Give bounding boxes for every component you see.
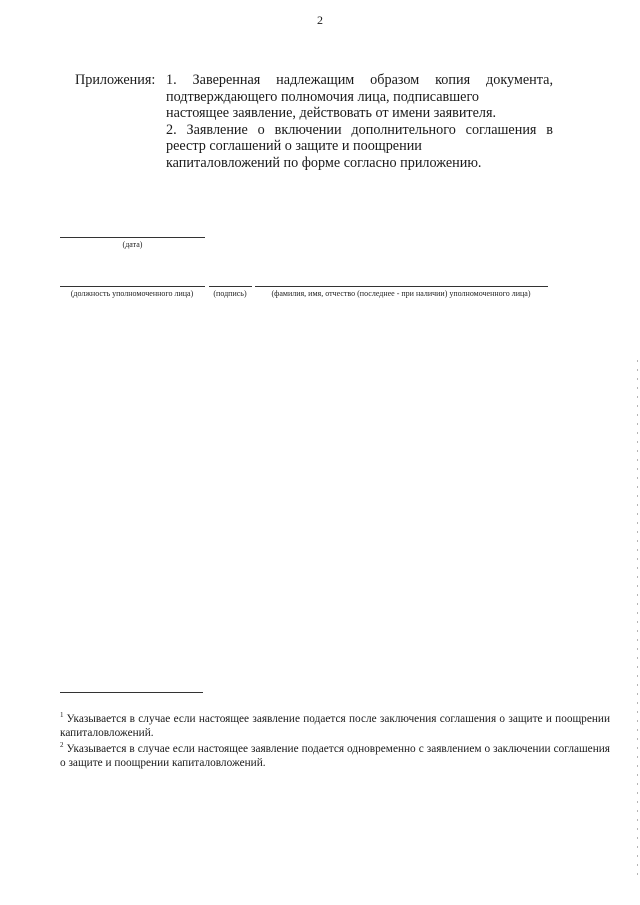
attachment-item-text: 2. Заявление о включении дополнительного соглашения в реестр соглашений о защите и поощрении <box>166 121 553 154</box>
signature-line <box>209 286 252 287</box>
footnote-marker: 2 <box>60 741 64 750</box>
footnote-1 <box>60 712 610 740</box>
signature-caption: (подпись) <box>213 289 247 298</box>
attachment-item-1 <box>166 72 553 122</box>
footnotes-section <box>60 712 610 772</box>
date-line <box>60 237 205 238</box>
footnote-2 <box>60 742 610 770</box>
footnote-text: Указывается в случае если настоящее заявление подается одновременно с заявлением о заключении соглашения о защите и поощрении капиталовложений. <box>60 743 610 769</box>
attachments-label: Приложения: <box>75 72 156 88</box>
attachment-item-last-line: капиталовложений по форме согласно приложению. <box>166 154 482 171</box>
position-line <box>60 286 205 287</box>
date-caption: (дата) <box>122 240 143 249</box>
attachments-section <box>75 72 553 171</box>
footnote-text: Указывается в случае если настоящее заявление подается после заключения соглашения о защите и поощрении капиталовложений. <box>60 713 610 739</box>
footnote-marker: 1 <box>60 711 64 720</box>
scan-edge-artifact <box>637 360 638 880</box>
position-caption: (должность уполномоченного лица) <box>70 289 194 298</box>
attachments-list <box>166 72 553 171</box>
page-number: 2 <box>317 13 323 27</box>
name-caption: (фамилия, имя, отчество (последнее - при наличии) уполномоченного лица) <box>271 289 531 298</box>
attachment-item-text: 1. Заверенная надлежащим образом копия документа, подтверждающего полномочия лица, подписавшего <box>166 72 553 105</box>
name-line <box>255 286 548 287</box>
attachment-item-2 <box>166 122 553 172</box>
attachment-item-last-line: настоящее заявление, действовать от имени заявителя. <box>166 105 497 121</box>
footnote-separator <box>60 692 203 693</box>
